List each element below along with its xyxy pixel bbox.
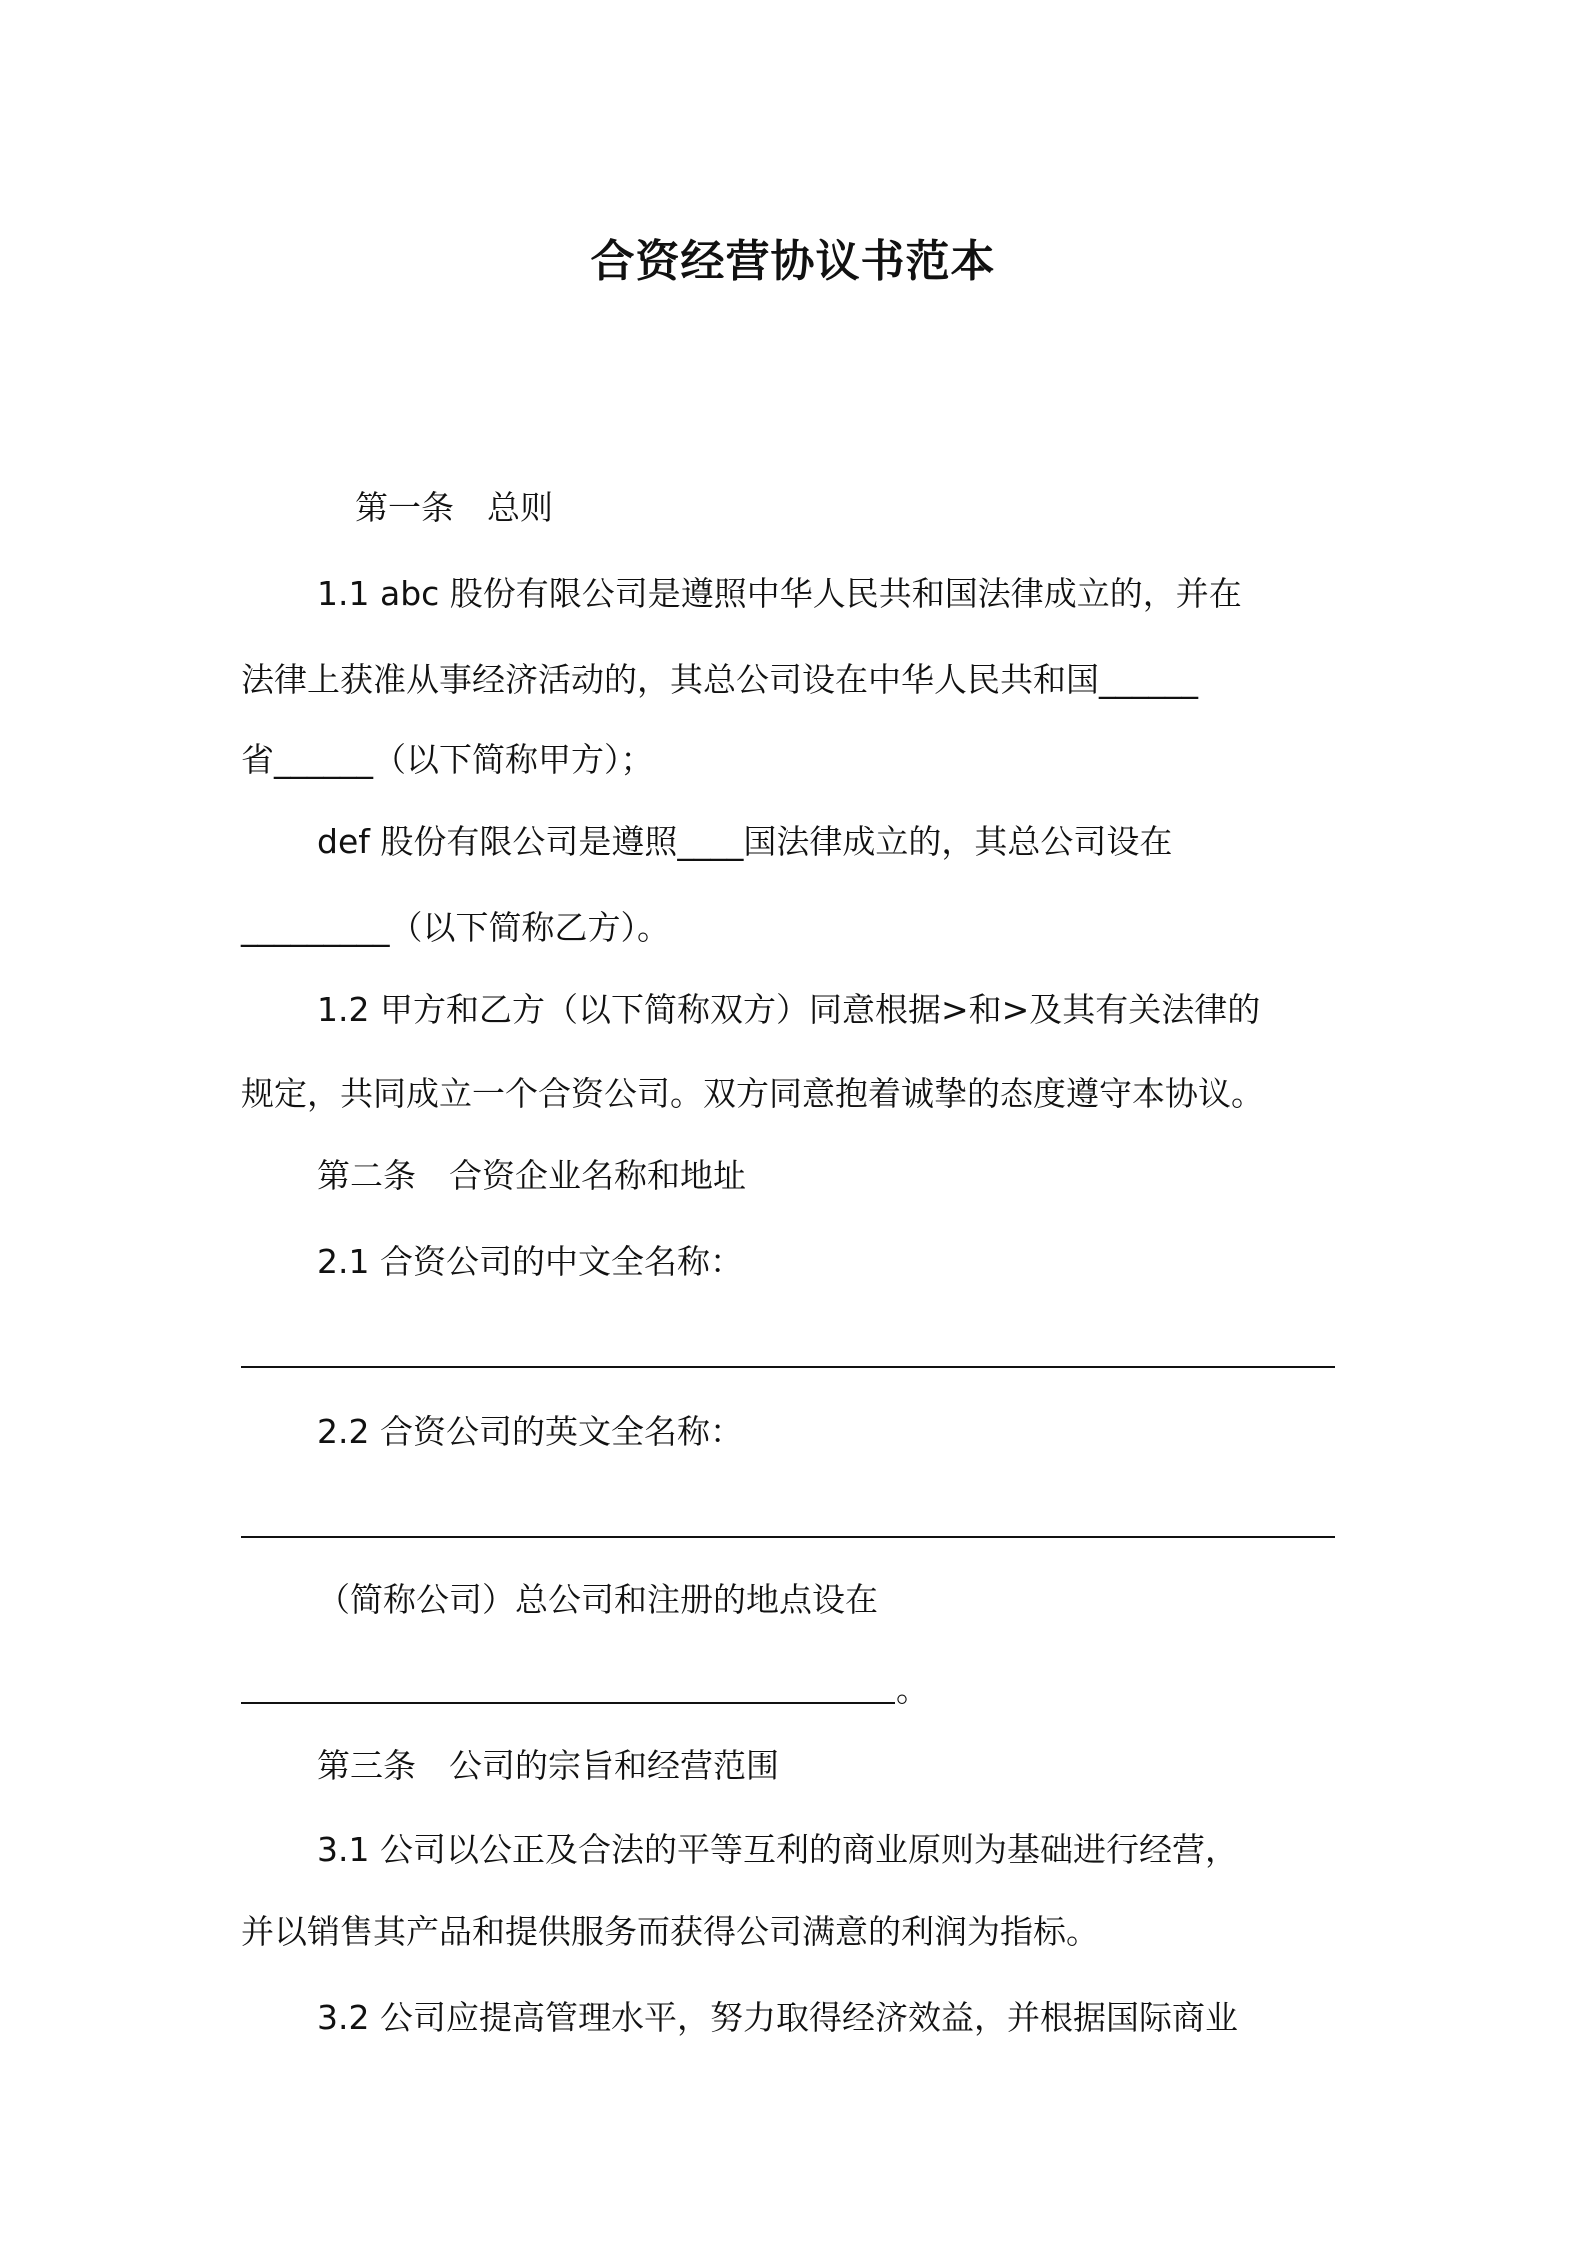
document-title: 合资经营协议书范本 (590, 236, 996, 287)
paragraph-3-1-line-2: 并以销售其产品和提供服务而获得公司满意的利润为指标。 (241, 1912, 1099, 1951)
paragraph-1-1-line-3: 省______（以下简称甲方）； (241, 740, 654, 779)
address-blank (241, 1702, 895, 1704)
paragraph-party-b-line-1: def 股份有限公司是遵照____国法律成立的，其总公司设在 (317, 822, 1173, 861)
paragraph-2-1: 2.1 合资公司的中文全名称： (317, 1242, 743, 1281)
article-2-heading: 第二条 合资企业名称和地址 (317, 1156, 746, 1195)
english-name-blank (241, 1536, 1335, 1538)
paragraph-2-2: 2.2 合资公司的英文全名称： (317, 1412, 743, 1451)
chinese-name-blank (241, 1366, 1335, 1368)
paragraph-3-2-line-1: 3.2 公司应提高管理水平，努力取得经济效益，并根据国际商业 (317, 1998, 1238, 2037)
paragraph-2-3: （简称公司）总公司和注册的地点设在 (317, 1580, 878, 1619)
paragraph-1-2-line-1: 1.2 甲方和乙方（以下简称双方）同意根据>和>及其有关法律的 (317, 990, 1261, 1029)
paragraph-3-1-line-1: 3.1 公司以公正及合法的平等互利的商业原则为基础进行经营， (317, 1830, 1238, 1869)
paragraph-1-2-line-2: 规定，共同成立一个合资公司。双方同意抱着诚挚的态度遵守本协议。 (241, 1074, 1264, 1113)
article-3-heading: 第三条 公司的宗旨和经营范围 (317, 1746, 779, 1785)
address-period: 。 (896, 1670, 929, 1709)
paragraph-1-1-line-1: 1.1 abc 股份有限公司是遵照中华人民共和国法律成立的，并在 (317, 574, 1242, 613)
paragraph-1-1-line-2: 法律上获准从事经济活动的，其总公司设在中华人民共和国______ (241, 660, 1198, 699)
paragraph-party-b-line-2: _________（以下简称乙方）。 (241, 908, 670, 947)
article-1-heading: 第一条 总则 (355, 488, 553, 527)
